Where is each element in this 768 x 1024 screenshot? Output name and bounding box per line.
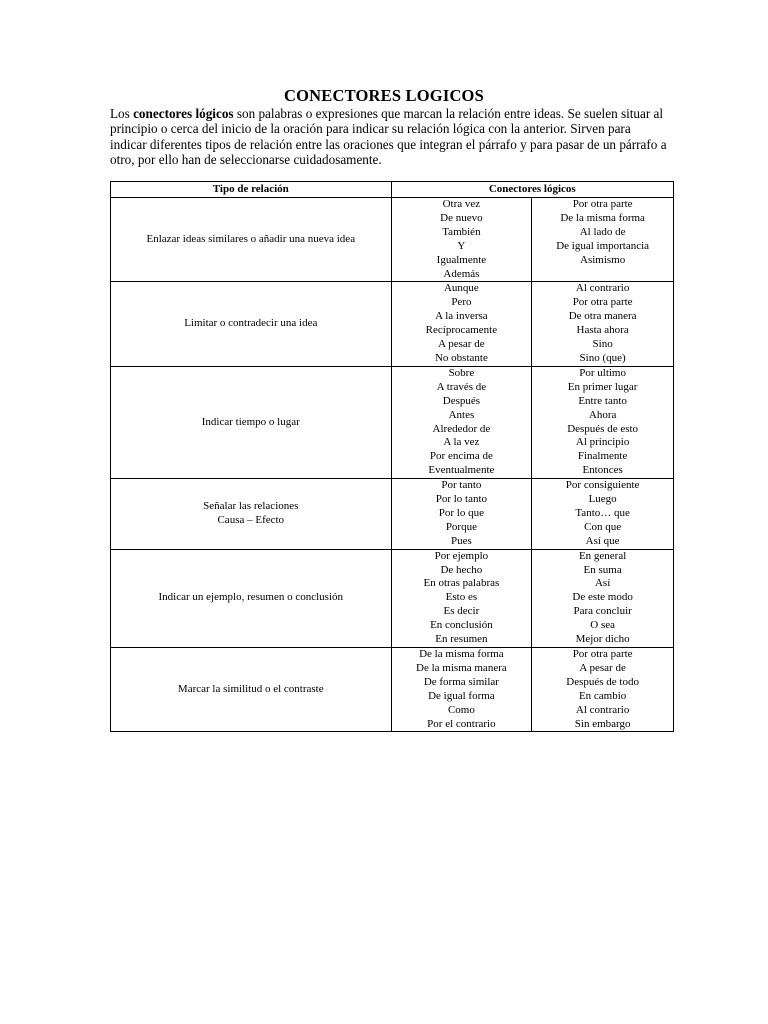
intro-rest: son palabras o expresiones que marcan la relación entre ideas. Se suelen situar al principio o cerca del inicio de la oración para indicar su relación lógica con la anterior. Sirven para indicar diferentes tipos de relación entre las oraciones que integran el párrafo y para pasar de un párrafo a otro, por ello han de seleccionarse cuidadosamente. <box>110 106 667 168</box>
header-tipo: Tipo de relación <box>111 182 392 198</box>
relation-type-cell <box>111 366 392 478</box>
connector-item: A la inversa <box>435 310 488 323</box>
connector-item: Finalmente <box>577 450 628 463</box>
relation-type-cell <box>111 549 392 647</box>
header-conectores: Conectores lógicos <box>391 182 673 198</box>
connectors-cell-col2 <box>532 366 674 478</box>
connector-item: Por otra parte <box>572 198 633 210</box>
connector-item: A la vez <box>443 436 480 449</box>
connector-item: Con que <box>584 520 622 533</box>
connector-item: Luego <box>588 493 617 506</box>
connectors-cell-col1 <box>391 549 532 647</box>
connector-item: En cambio <box>578 689 627 702</box>
connector-item: Aunque <box>443 282 479 295</box>
connector-item: Sin embargo <box>574 717 631 730</box>
intro-lead: Los <box>110 106 130 121</box>
connector-item: Además <box>443 267 480 280</box>
connector-item: Antes <box>448 408 475 421</box>
connectors-cell-col2 <box>532 198 674 282</box>
connector-item: Por consiguiente <box>565 479 640 492</box>
connector-item: Tanto… que <box>575 506 630 519</box>
connector-item: Otra vez <box>442 198 481 210</box>
connector-item: Entonces <box>582 464 623 477</box>
connector-item: De hecho <box>440 563 483 576</box>
table-header-row <box>111 182 674 198</box>
connector-item: Asimismo <box>580 253 626 266</box>
relation-type-cell <box>111 479 392 550</box>
connector-item: Alrededor de <box>432 422 491 435</box>
connector-item: Para concluir <box>573 605 632 618</box>
connectors-cell-col1 <box>391 366 532 478</box>
relation-type-label: Marcar la similitud o el contraste <box>177 682 324 695</box>
connector-item: De otra manera <box>568 310 637 323</box>
connector-item: Por tanto <box>441 479 482 492</box>
intro-bold-term: conectores lógicos <box>133 106 234 121</box>
connector-item: Al contrario <box>575 282 630 295</box>
connector-item: Por ultimo <box>579 366 626 379</box>
connectors-cell-col2 <box>532 479 674 550</box>
connector-item: De forma similar <box>423 675 499 688</box>
connectors-cell-col1 <box>391 479 532 550</box>
connector-item: Igualmente <box>436 253 487 266</box>
connector-item: De igual forma <box>428 689 495 702</box>
connector-item: Después <box>442 394 481 407</box>
relation-type-cell <box>111 198 392 282</box>
connector-item: A pesar de <box>579 661 626 674</box>
connector-item: Sino <box>592 338 613 351</box>
connectors-cell-col2 <box>532 549 674 647</box>
relation-type-cell <box>111 648 392 732</box>
connector-item: De nuevo <box>440 211 483 224</box>
connectors-table <box>110 181 674 732</box>
connector-item: Ahora <box>588 408 617 421</box>
connector-item: Pues <box>451 534 472 547</box>
relation-type-label: Indicar tiempo o lugar <box>201 415 300 428</box>
connectors-cell-col1 <box>391 648 532 732</box>
connector-item: De igual importancia <box>556 239 650 252</box>
connector-item: Al principio <box>575 436 630 449</box>
connector-item: Eventualmente <box>428 464 495 477</box>
connector-item: De la misma forma <box>560 211 645 224</box>
relation-type-label: Causa – Efecto <box>217 513 285 526</box>
connector-item: De la misma forma <box>419 648 504 660</box>
document-title: CONECTORES LOGICOS <box>284 86 484 105</box>
table-body <box>111 198 674 732</box>
relation-type-label: Limitar o contradecir una idea <box>184 317 318 330</box>
connector-item: Después de todo <box>566 675 639 688</box>
connector-item: De este modo <box>572 591 633 604</box>
relation-type-cell <box>111 282 392 366</box>
connector-item: Mejor dicho <box>575 633 630 646</box>
connector-item: Después de esto <box>567 422 639 435</box>
connector-item: Pero <box>451 296 472 309</box>
connector-item: A pesar de <box>438 338 485 351</box>
connectors-cell-col2 <box>532 282 674 366</box>
connector-item: Entre tanto <box>578 394 627 407</box>
connector-item: En resumen <box>435 633 488 646</box>
connector-item: Por otra parte <box>572 296 633 309</box>
connector-item: En primer lugar <box>567 380 638 393</box>
connectors-cell-col1 <box>391 198 532 282</box>
connector-item: Sino (que) <box>579 351 626 364</box>
connector-item: Por lo tanto <box>435 493 488 506</box>
connector-item: Así <box>594 577 611 590</box>
connector-item: No obstante <box>434 351 488 364</box>
connector-item: Por el contrario <box>427 717 496 730</box>
connector-item: De la misma manera <box>416 661 507 674</box>
table-row <box>111 648 674 732</box>
connector-item: También <box>442 225 481 238</box>
connector-item: Por lo que <box>438 506 485 519</box>
connector-item: Hasta ahora <box>576 324 629 337</box>
connector-item: Sobre <box>448 366 475 379</box>
connector-item: Por encima de <box>429 450 493 463</box>
table-row <box>111 282 674 366</box>
connectors-cell-col1 <box>391 282 532 366</box>
connector-item: Esto es <box>445 591 478 604</box>
connector-item: Por otra parte <box>572 648 633 660</box>
connectors-cell-col2 <box>532 648 674 732</box>
connector-item: Como <box>447 703 475 716</box>
table-row <box>111 479 674 550</box>
connector-item: Al lado de <box>579 225 626 238</box>
connector-item: Así que <box>585 534 620 547</box>
table-row <box>111 549 674 647</box>
connector-item: Porque <box>445 520 477 533</box>
connector-item: En suma <box>583 563 622 576</box>
table-row <box>111 198 674 282</box>
table-row <box>111 366 674 478</box>
connector-item: Por ejemplo <box>434 549 489 562</box>
connector-item: A través de <box>436 380 487 393</box>
connector-item: En otras palabras <box>423 577 500 590</box>
connector-item: En general <box>578 549 627 562</box>
intro-paragraph <box>110 106 670 168</box>
relation-type-label: Indicar un ejemplo, resumen o conclusión <box>158 591 344 604</box>
connector-item: En conclusión <box>430 619 493 632</box>
connector-item: Al contrario <box>575 703 630 716</box>
connector-item: Y <box>457 239 466 252</box>
relation-type-label: Señalar las relaciones <box>203 499 299 512</box>
connector-item: Recíprocamente <box>425 324 498 337</box>
relation-type-label: Enlazar ideas similares o añadir una nueva idea <box>146 232 356 245</box>
connector-item: Es decir <box>443 605 480 618</box>
connector-item: O sea <box>590 619 615 632</box>
